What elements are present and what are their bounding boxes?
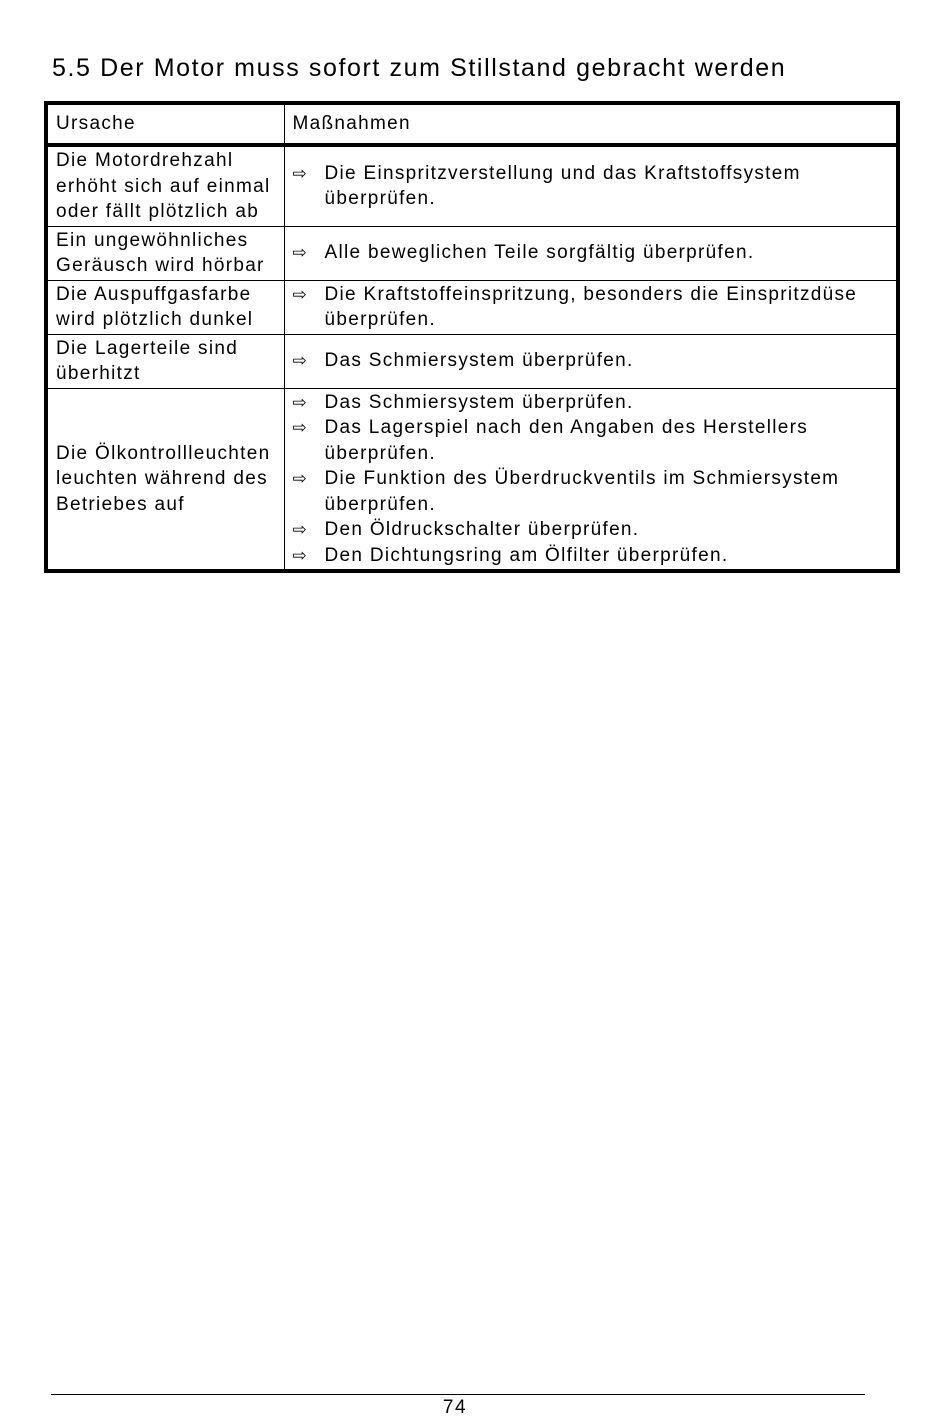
measures-cell — [284, 280, 898, 334]
measure-item — [293, 466, 893, 517]
measures-cell — [284, 334, 898, 388]
section-heading: 5.5 Der Motor muss sofort zum Stillstand gebracht werden — [52, 54, 787, 82]
measure-text: Die Funktion des Überdruckventils im Schmiersystem überprüfen. — [324, 468, 840, 515]
right-arrow-outline-icon: ⇨ — [292, 284, 307, 304]
measure-text: Die Einspritzverstellung und das Kraftstoffsystem überprüfen. — [324, 162, 801, 210]
right-arrow-outline-icon: ⇨ — [292, 418, 307, 437]
right-arrow-outline-icon: ⇨ — [292, 520, 307, 539]
right-arrow-outline-icon: ⇨ — [292, 469, 307, 488]
cause-cell: Ein ungewöhnliches Geräusch wird hörbar — [46, 226, 284, 280]
measure-text: Das Lagerspiel nach den Angaben des Herstellers überprüfen. — [324, 417, 809, 464]
troubleshooting-table — [44, 101, 900, 573]
footer-divider — [51, 1394, 865, 1395]
table-row — [46, 226, 898, 280]
column-header-cause: Ursache — [46, 103, 284, 145]
right-arrow-outline-icon: ⇨ — [292, 243, 307, 263]
measure-item — [293, 517, 893, 543]
cause-cell: Die Motordrehzahl erhöht sich auf einmal oder fällt plötzlich ab — [46, 145, 284, 226]
measure-item — [293, 543, 893, 569]
right-arrow-outline-icon: ⇨ — [292, 163, 307, 183]
measure-text: Die Kraftstoffeinspritzung, besonders die Einspritzdüse überprüfen. — [324, 283, 858, 330]
column-header-measures: Maßnahmen — [284, 103, 898, 145]
cause-cell: Die Lagerteile sind überhitzt — [46, 334, 284, 388]
table-row — [46, 334, 898, 388]
measure-item — [293, 390, 893, 416]
measure-text: Alle beweglichen Teile sorgfältig überprüfen. — [324, 242, 755, 264]
measures-cell — [284, 145, 898, 226]
measure-text: Den Dichtungsring am Ölfilter überprüfen. — [324, 544, 729, 566]
measure-text: Das Schmiersystem überprüfen. — [324, 391, 634, 413]
measures-cell — [284, 388, 898, 571]
measure-item — [293, 348, 893, 374]
right-arrow-outline-icon: ⇨ — [292, 392, 307, 412]
page-number: 74 — [442, 1397, 468, 1418]
table-row — [46, 388, 898, 571]
measure-item — [293, 161, 893, 212]
measure-item — [293, 282, 893, 333]
right-arrow-outline-icon: ⇨ — [292, 545, 307, 565]
table-header-row — [46, 103, 898, 145]
measure-text: Den Öldruckschalter überprüfen. — [324, 519, 640, 540]
measure-item — [293, 415, 893, 466]
table-row — [46, 145, 898, 226]
right-arrow-outline-icon: ⇨ — [292, 351, 307, 371]
measure-text: Das Schmiersystem überprüfen. — [324, 350, 634, 372]
table-row — [46, 280, 898, 334]
cause-cell: Die Auspuffgasfarbe wird plötzlich dunkel — [46, 280, 284, 334]
measures-cell — [284, 226, 898, 280]
cause-cell: Die Ölkontrollleuchten leuchten während des Betriebes auf — [46, 388, 284, 571]
measure-item — [293, 240, 893, 266]
